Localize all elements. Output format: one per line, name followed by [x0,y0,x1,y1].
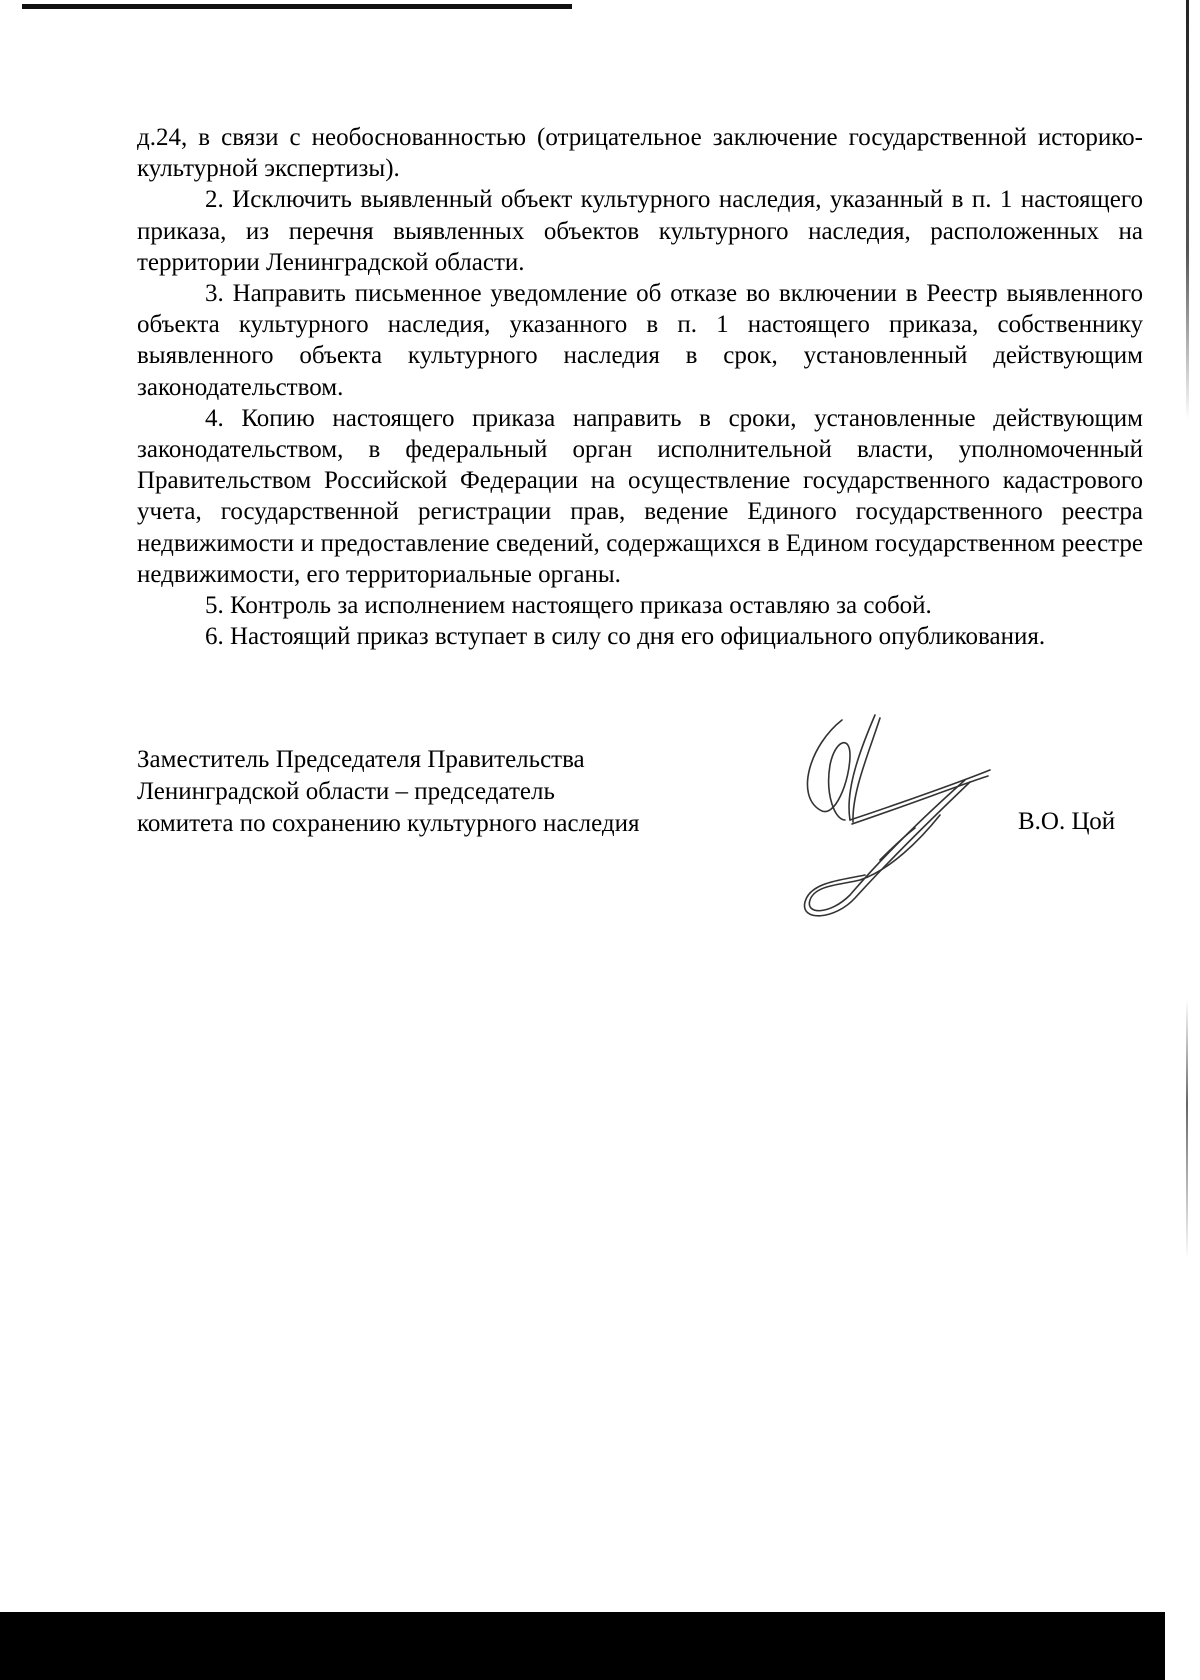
scan-right-edge [1186,0,1189,420]
signatory-position [137,744,639,840]
handwritten-signature [790,710,1020,940]
signatory-position-line: комитета по сохранению культурного наследия [137,810,640,837]
signatory-name: В.О. Цой [1018,808,1116,835]
scan-right-edge-lower [1186,1000,1188,1260]
paragraph-continuation: д.24, в связи с необоснованностью (отрицательное заключение государственной историко-культурной экспертизы). [137,124,1143,183]
scan-bottom-border [0,1612,1165,1680]
scan-top-border [22,4,572,9]
paragraph-item-4: 4. Копию настоящего приказа направить в сроки, установленные действующим законодательством, в федеральный орган исполнительной власти, уполномоченный Правительством Российской Федерации на осуществление государственного кадастрового учета, государственной регистрации прав, ведение Единого государственного реестра недвижимости и предоставление сведений, содержащихся в Едином государственном реестре недвижимости, его территориальные органы. [137,404,1143,588]
paragraph-item-3: 3. Направить письменное уведомление об отказе во включении в Реестр выявленного объекта культурного наследия, указанного в п. 1 настоящего приказа, собственнику выявленного объекта культурного наследия в срок, установленный действующим законодательством. [137,280,1143,401]
signatory-position-line: Ленинградской области – председатель [137,778,555,805]
paragraph-item-2: 2. Исключить выявленный объект культурного наследия, указанный в п. 1 настоящего приказа, из перечня выявленных объектов культурного наследия, расположенных на территории Ленинградской области. [137,186,1143,276]
paragraph-item-6: 6. Настоящий приказ вступает в силу со дня его официального опубликования. [205,623,1046,651]
order-body-text [137,122,1143,652]
signatory-position-line: Заместитель Председателя Правительства [137,746,585,773]
paragraph-item-5: 5. Контроль за исполнением настоящего приказа оставляю за собой. [205,592,932,620]
